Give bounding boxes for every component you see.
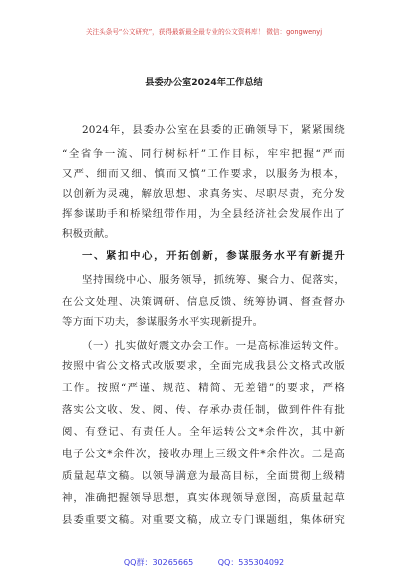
body-line: 又严、细而又细、慎而又慎”工作要求，以服务为根本， xyxy=(62,168,345,180)
body-line: 坚持围绕中心、服务领导，抓统筹、聚合力、促落实， xyxy=(82,274,345,286)
body-line: 按照中省公文格式改版要求，全面完成我县公文格式改版 xyxy=(62,360,345,372)
body-line: 在公文处理、决策调研、信息反馈、统筹协调、督查督办 xyxy=(62,296,345,308)
qq-group-number: QQ群：30265665 xyxy=(123,558,194,567)
body-line: 质量起草文稿。以领导满意为最高目标，全面贯彻上级精 xyxy=(62,470,345,482)
document-title: 县委办公室2024年工作总结 xyxy=(145,77,263,88)
section-heading: 一、紧扣中心，开拓创新，参谋服务水平有新提升 xyxy=(82,250,345,262)
body-line: （一）扎实做好震文办会工作。一是高标准运转文件。 xyxy=(82,340,345,352)
qq-number: QQ：535304092 xyxy=(217,558,285,567)
body-line: 等方面下功夫，参谋服务水平实现新提升。 xyxy=(62,316,264,328)
body-line: 积极贡献。 xyxy=(62,228,115,240)
body-line: 县委重要文稿。对重要文稿，成立专门课题组，集体研究 xyxy=(62,514,345,526)
body-line: 挥参谋助手和桥梁纽带作用，为全县经济社会发展作出了 xyxy=(62,208,345,220)
body-line: 工作。按照“严谨、规范、精简、无差错”的要求，严格 xyxy=(62,382,345,394)
body-line: 阅、有登记、有责任人。全年运转公文*余件次，其中新 xyxy=(62,426,345,438)
body-line: 落实公文收、发、阅、传、存承办责任制，做到件件有批 xyxy=(62,404,345,416)
body-line: “全省争一流、同行树标杆”工作目标，牢牢把握“严而 xyxy=(62,148,345,160)
body-line: 电子公文*余件次，接收办理上三级文件*余件次。二是高 xyxy=(62,448,345,460)
body-line: 以创新为灵魂，解放思想、求真务实、尽职尽责，充分发 xyxy=(62,188,345,200)
contact-footer xyxy=(0,557,408,568)
body-line: 2024年，县委办公室在县委的正确领导下，紧紧围绕 xyxy=(82,124,345,136)
body-line: 神，准确把握领导思想，真实体现领导意图，高质量起草 xyxy=(62,492,345,504)
promo-header-banner: 关注头条号“公文研究”，获得最新最全最专业的公文资料库！ 微信：gongwenyj xyxy=(85,28,323,36)
